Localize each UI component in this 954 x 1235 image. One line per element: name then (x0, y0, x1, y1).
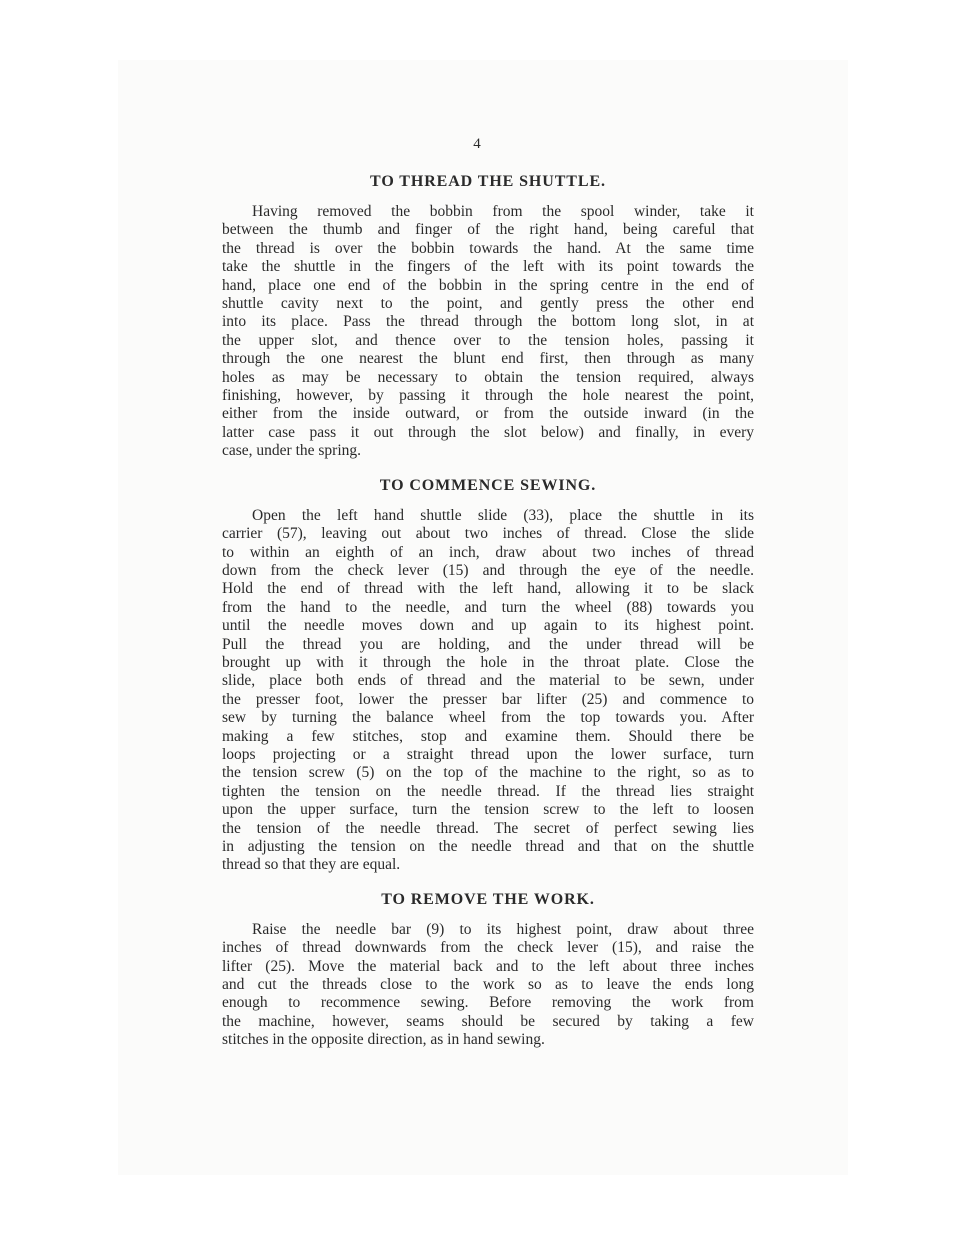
text-line: Having removed the bobbin from the spool winder, take it (252, 203, 754, 220)
text-line: Open the left hand shuttle slide (33), place the shuttle in its (252, 506, 754, 524)
text-line: upon the upper surface, turn the tension screw to the left to loosen (222, 801, 754, 819)
text-line: into its place. Pass the thread through the bottom long slot, in at (222, 313, 754, 331)
text-line: the machine, however, seams should be secured by taking a few (222, 1012, 754, 1030)
text-line: Hold the end of thread with the left hand, allowing it to be slack (222, 580, 754, 598)
text-line: Raise the needle bar (9) to its highest point, draw about three (252, 920, 754, 938)
page-number: 4 (473, 136, 481, 152)
text-line: shuttle cavity next to the point, and gently press the other end (222, 295, 754, 313)
text-line: brought up with it through the hole in the throat plate. Close the (222, 653, 754, 671)
text-line: stitches in the opposite direction, as in hand sewing. (222, 1031, 545, 1049)
text-line: case, under the spring. (222, 442, 362, 460)
text-line: through the one nearest the blunt end first, then through as many (222, 350, 754, 368)
text-line: thread so that they are equal. (222, 856, 401, 874)
paragraph-commence-sewing (222, 507, 754, 875)
text-line: the thread is over the bobbin towards the hand. At the same time (222, 239, 754, 257)
text-line: holes as may be necessary to obtain the tension required, always (222, 368, 754, 386)
text-line: inches of thread downwards from the check lever (15), and raise the (222, 939, 754, 957)
section-heading-commence-sewing: TO COMMENCE SEWING. (379, 476, 597, 494)
text-line: the presser foot, lower the presser bar lifter (25) and commence to (222, 690, 754, 708)
text-line: Pull the thread you are holding, and the under thread will be (222, 635, 754, 653)
text-line: finishing, however, by passing it through the hole nearest the point, (222, 387, 754, 405)
text-column (222, 172, 754, 1050)
text-line: and cut the threads close to the work so as to leave the ends long (222, 976, 754, 994)
text-line: the tension of the needle thread. The secret of perfect sewing lies (222, 819, 754, 837)
text-line: lifter (25). Move the material back and to the left about three inches (222, 957, 754, 975)
section-heading-remove-work: TO REMOVE THE WORK. (381, 890, 595, 908)
text-line: enough to recommence sewing. Before removing the work from (222, 994, 754, 1012)
paragraph-remove-work (222, 921, 754, 1050)
text-line: loops projecting or a straight thread upon the lower surface, turn (222, 745, 754, 763)
text-line: hand, place one end of the bobbin in the spring centre in the end of (222, 276, 754, 294)
text-line: sew by turning the balance wheel from the top towards you. After (222, 709, 754, 727)
text-line: down from the check lever (15) and through the eye of the needle. (222, 561, 754, 579)
text-line: making a few stitches, stop and examine them. Should there be (222, 727, 754, 745)
text-line: until the needle moves down and up again to its highest point. (222, 617, 754, 635)
text-line: the upper slot, and thence over to the tension holes, passing it (222, 331, 754, 349)
text-line: tighten the tension on the needle thread. If the thread lies straight (222, 782, 754, 800)
paragraph-thread-shuttle (222, 203, 754, 461)
text-line: in adjusting the tension on the needle thread and that on the shuttle (222, 838, 754, 855)
text-line: carrier (57), leaving out about two inches of thread. Close the slide (222, 525, 754, 543)
section-heading-thread-shuttle: TO THREAD THE SHUTTLE. (370, 173, 606, 190)
text-line: latter case pass it out through the slot below) and finally, in every (222, 423, 754, 441)
text-line: the tension screw (5) on the top of the machine to the right, so as to (222, 764, 754, 782)
text-line: slide, place both ends of thread and the material to be sewn, under (222, 672, 754, 690)
text-line: between the thumb and finger of the right hand, being careful that (222, 221, 754, 239)
text-line: either from the inside outward, or from the outside inward (in the (222, 405, 754, 423)
text-line: to within an eighth of an inch, draw about two inches of thread (222, 543, 754, 561)
text-line: take the shuttle in the fingers of the left with its point towards the (222, 258, 754, 276)
text-line: from the hand to the needle, and turn the wheel (88) towards you (222, 598, 754, 616)
